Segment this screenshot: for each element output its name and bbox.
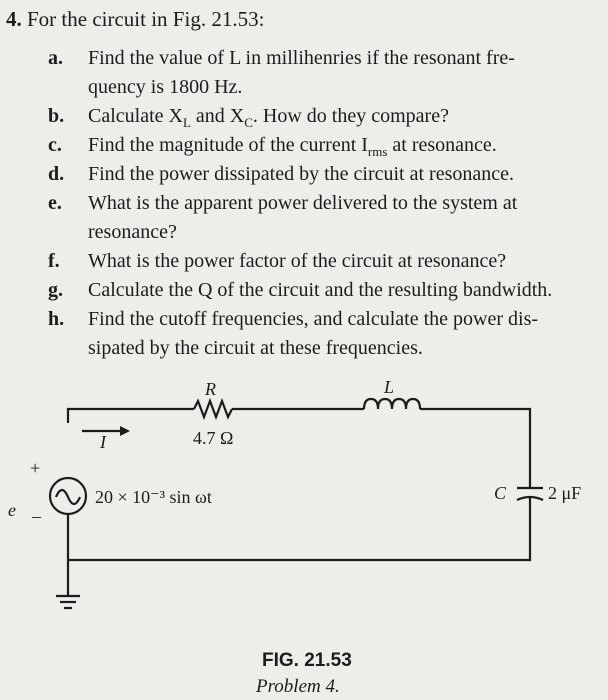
- source-minus-sign: –: [32, 506, 41, 526]
- question-text: Find the magnitude of the current $I_{rms}$ at resonance.: [88, 134, 497, 159]
- resistor-label: R: [205, 379, 216, 399]
- question-text: Calculate $X_L$ and $X_C$. How do they compare?: [88, 105, 449, 130]
- question-text: What is the apparent power delivered to the system at: [88, 192, 518, 214]
- question-text-continued: sipated by the circuit at these frequencies.: [88, 337, 423, 359]
- figure-caption: Problem 4.: [256, 676, 340, 697]
- sine-wave-icon: [56, 490, 80, 504]
- question-letter: b.: [48, 105, 65, 127]
- figure-label: FIG. 21.53: [262, 650, 352, 671]
- bottom-wire: [68, 498, 530, 560]
- inductor-label: L: [384, 377, 395, 397]
- question-letter: g.: [48, 279, 63, 301]
- source-expression: 20 × 10⁻³ sin ωt: [95, 487, 212, 507]
- question-letter: e.: [48, 192, 62, 214]
- question-letter: f.: [48, 250, 60, 272]
- top-wire-right: [420, 409, 530, 488]
- question-letter: h.: [48, 308, 65, 330]
- question-text-continued: resonance?: [88, 221, 177, 243]
- question-text: Find the value of L in millihenries if the resonant fre-: [88, 47, 515, 69]
- problem-intro: For the circuit in Fig. 21.53:: [27, 7, 265, 31]
- resistor-symbol: [194, 401, 232, 417]
- inductor-symbol: [364, 399, 420, 409]
- question-letter: d.: [48, 163, 65, 185]
- problem-number: 4.: [6, 7, 22, 31]
- top-wire-left: [68, 409, 194, 423]
- question-text: Find the power dissipated by the circuit at resonance.: [88, 163, 514, 185]
- current-arrowhead-icon: [120, 426, 130, 436]
- question-letter: a.: [48, 47, 63, 69]
- question-text: What is the power factor of the circuit at resonance?: [88, 250, 507, 272]
- question-text-continued: quency is 1800 Hz.: [88, 76, 243, 98]
- capacitor-value: 2 μF: [548, 483, 582, 503]
- source-label: e: [8, 500, 16, 520]
- question-letter: c.: [48, 134, 62, 156]
- capacitor-label: C: [494, 483, 507, 503]
- question-text: Find the cutoff frequencies, and calculate the power dis-: [88, 308, 539, 330]
- source-plus-sign: +: [30, 458, 41, 478]
- resistor-value: 4.7 Ω: [193, 428, 234, 448]
- question-text: Calculate the Q of the circuit and the resulting bandwidth.: [88, 279, 553, 301]
- current-label: I: [100, 432, 106, 452]
